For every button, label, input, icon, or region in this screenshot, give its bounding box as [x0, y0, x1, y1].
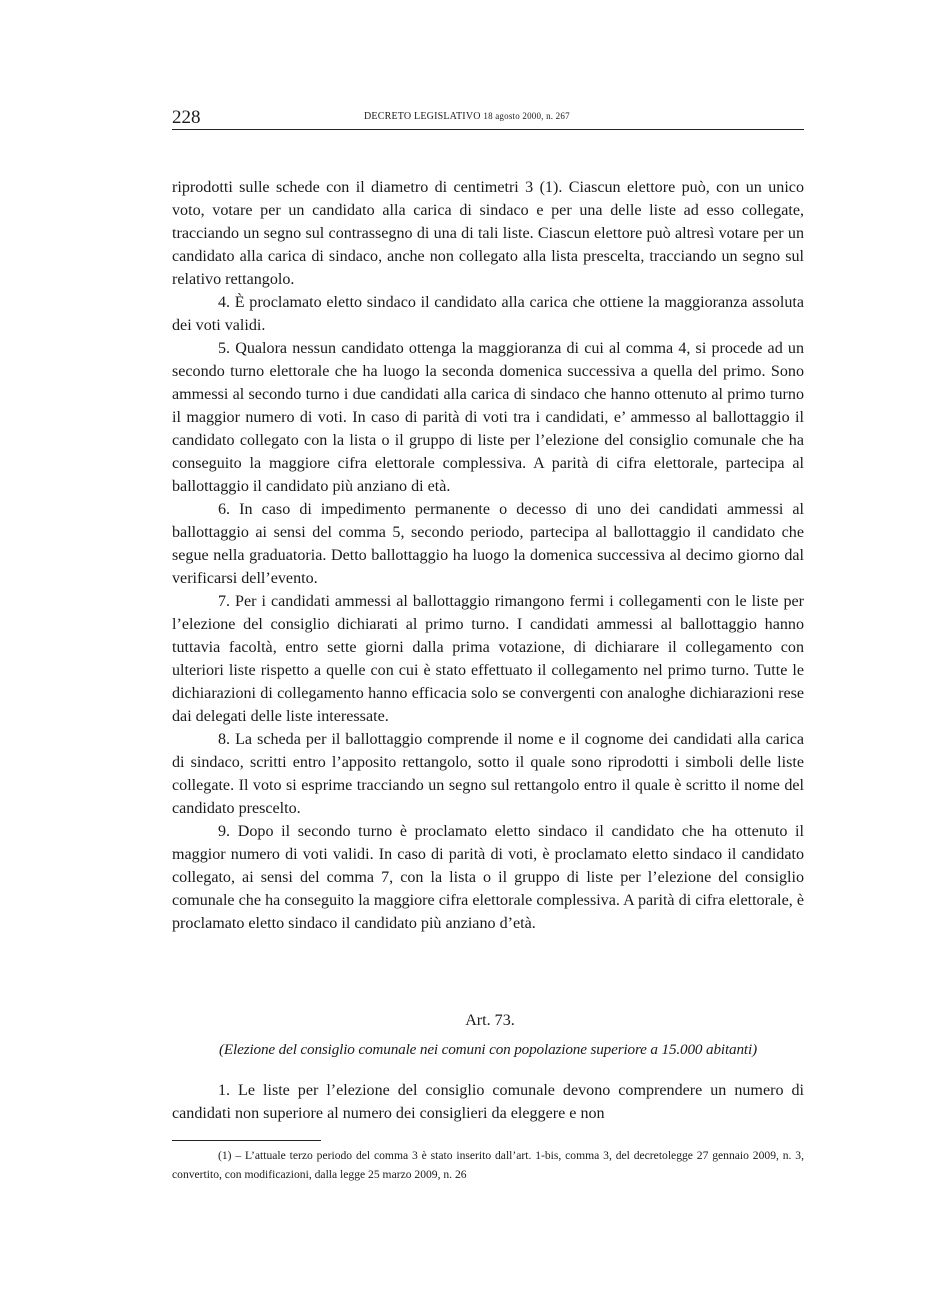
- header-title: [364, 108, 570, 125]
- paragraph-comma-9: 9. Dopo il secondo turno è proclamato eletto sindaco il candidato che ha ottenuto il maggior numero di voti validi. In caso di parità di voti, è proclamato eletto sindaco il candidato collegato, ai sensi del comma 7, con la lista o il gruppo di liste per l’elezione del consiglio comunale che ha conseguito la maggiore cifra elettorale complessiva. A parità di cifra elettorale, è proclamato eletto sindaco il candidato più anziano d’età.: [172, 823, 804, 932]
- paragraph-comma-5: 5. Qualora nessun candidato ottenga la maggioranza di cui al comma 4, si procede ad un secondo turno elettorale che ha luogo la seconda domenica successiva a quella del primo. Sono ammessi al secondo turno i due candidati alla carica di sindaco che hanno ottenuto al primo turno il maggior numero di voti. In caso di parità di voti tra i candidati, e’ ammesso al ballottaggio il candidato collegato con la lista o il gruppo di liste per l’elezione del consiglio comunale che ha conseguito la maggiore cifra elettorale complessiva. A parità di cifra elettorale, partecipa al ballottaggio il candidato più anziano di età.: [172, 340, 804, 495]
- document-page: [172, 0, 804, 1299]
- footnote-rule: [172, 1140, 321, 1141]
- running-header: [172, 106, 804, 130]
- header-rule: [172, 129, 804, 130]
- body-text: [172, 176, 804, 935]
- header-title-date: 18 agosto 2000, n. 267: [483, 111, 570, 121]
- paragraph-comma-4: 4. È proclamato eletto sindaco il candidato alla carica che ottiene la maggioranza assoluta dei voti validi.: [172, 294, 804, 334]
- paragraph-comma-6: 6. In caso di impedimento permanente o decesso di uno dei candidati ammessi al ballottaggio ai sensi del comma 5, secondo periodo, partecipa al ballottaggio il candidato che segue nella graduatoria. Detto ballottaggio ha luogo la domenica successiva al decimo giorno dal verificarsi dell’evento.: [172, 501, 804, 587]
- article-subtitle: (Elezione del consiglio comunale nei comuni con popolazione superiore a 15.000 abitanti): [219, 1041, 757, 1058]
- article-paragraph-1: 1. Le liste per l’elezione del consiglio comunale devono comprendere un numero di candidati non superiore al numero dei consiglieri da eleggere e non: [172, 1082, 804, 1122]
- header-title-main: DECRETO LEGISLATIVO: [364, 111, 481, 122]
- paragraph-comma-8: 8. La scheda per il ballottaggio comprende il nome e il cognome dei candidati alla carica di sindaco, scritti entro l’apposito rettangolo, sotto il quale sono riprodotti i simboli delle liste collegate. Il voto si esprime tracciando un segno sul rettangolo entro il quale è scritto il nome del candidato prescelto.: [172, 731, 804, 817]
- paragraph-comma-7: 7. Per i candidati ammessi al ballottaggio rimangono fermi i collegamenti con le liste per l’elezione del consiglio dichiarati al primo turno. I candidati ammessi al ballottaggio hanno tuttavia facoltà, entro sette giorni dalla prima votazione, di dichiarare il collegamento con ulteriori liste rispetto a quelle con cui è stato effettuato il collegamento nel primo turno. Tutte le dichiarazioni di collegamento hanno efficacia solo se convergenti con analoghe dichiarazioni rese dai delegati delle liste interessate.: [172, 593, 804, 725]
- page-number: 228: [172, 107, 201, 128]
- article-73: [172, 1010, 804, 1125]
- paragraph-continuation: riprodotti sulle schede con il diametro di centimetri 3 (1). Ciascun elettore può, con un unico voto, votare per un candidato alla carica di sindaco e per una delle liste ad esso collegate, tracciando un segno sul contrassegno di una di tali liste. Ciascun elettore può altresì votare per un candidato alla carica di sindaco, anche non collegato alla lista prescelta, tracciando un segno sul relativo rettangolo.: [172, 179, 804, 288]
- footnote: (1) – L’attuale terzo periodo del comma 3 è stato inserito dall’art. 1-bis, comma 3, del decretolegge 27 gennaio 2009, n. 3, convertito, con modificazioni, dalla legge 25 marzo 2009, n. 26: [172, 1149, 804, 1181]
- article-heading: Art. 73.: [465, 1012, 515, 1029]
